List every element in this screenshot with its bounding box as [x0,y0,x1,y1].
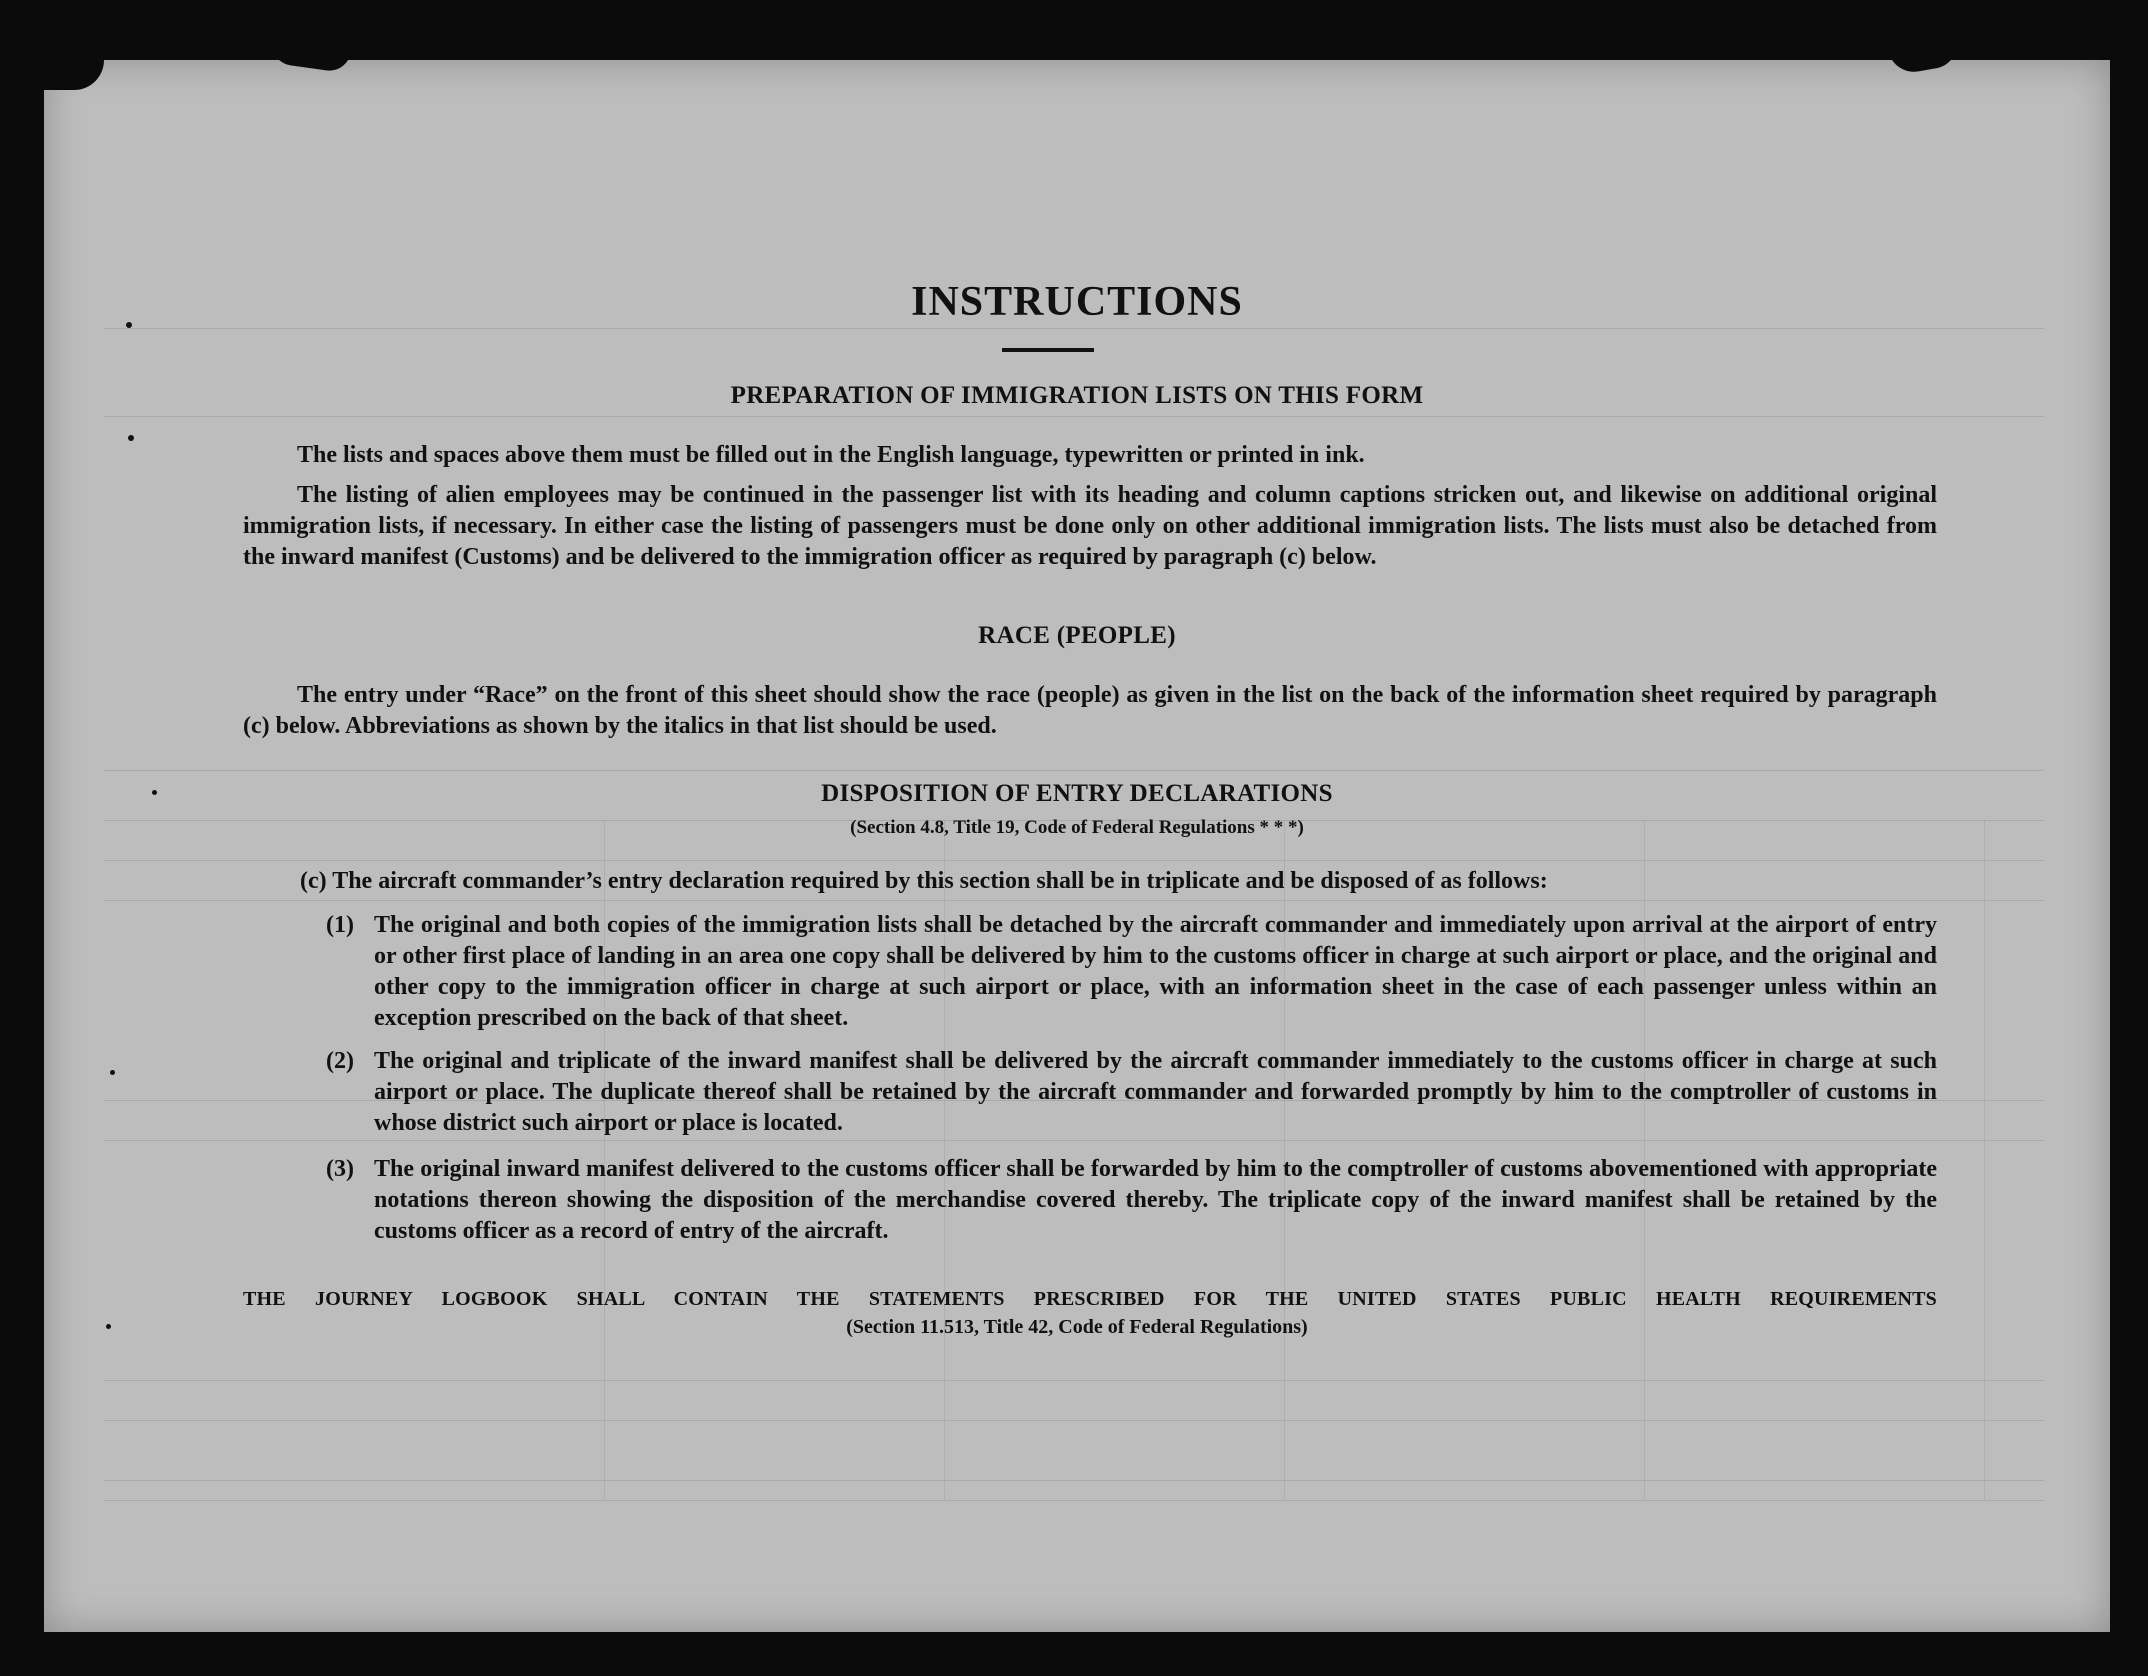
race-heading: RACE (PEOPLE) [978,622,1176,649]
page-title: INSTRUCTIONS [911,279,1243,325]
item-text: The original inward manifest delivered to the customs officer shall be forwarded by him to the comptroller of customs abovementioned with appropriate notations thereon showing the disposition of the merchandise covered thereby. The triplicate copy of the inward manifest shall be retained by the customs officer as a record of entry of the aircraft. [374,1156,1937,1244]
footer-citation: (Section 11.513, Title 42, Code of Federal Regulations) [846,1316,1308,1338]
speck-mark [106,1324,111,1329]
preparation-heading: PREPARATION OF IMMIGRATION LISTS ON THIS FORM [730,382,1424,409]
item-text: The original and both copies of the immigration lists shall be detached by the aircraft commander and immediately upon arrival at the airport of entry or other first place of landing in an area one copy shall be delivered by him to the customs officer in charge at such airport or place, and the original and other copy to the immigration officer in charge at such airport or place, with an information sheet in the case of each passenger unless within an exception prescribed on the back of that sheet. [374,912,1937,1031]
item-number: (3) [326,1156,354,1182]
preparation-paragraph-2: The listing of alien employees may be continued in the passenger list with its heading and column captions stricken out, and likewise on additional original immigration lists, if necessary. In either case the listing of passengers must be done only on other additional immigration lists. The lists must also be detached from the inward manifest (Customs) and be delivered to the immigration officer as required by paragraph (c) below. [243,482,1937,570]
speck-mark [126,322,132,328]
instructions-content [44,60,2110,1632]
footer-statement: THE JOURNEY LOGBOOK SHALL CONTAIN THE STATEMENTS PRESCRIBED FOR THE UNITED STATES PUBLIC HEALTH REQUIREMENTS [243,1288,1937,1310]
disposition-item-1 [326,910,1937,1034]
item-text: The original and triplicate of the inward manifest shall be delivered by the aircraft commander immediately to the customs officer in charge at such airport or place. The duplicate thereof shall be retained by the aircraft commander and forwarded promptly by him to the comptroller of customs in whose district such airport or place is located. [374,1048,1937,1136]
disposition-subheading: (Section 4.8, Title 19, Code of Federal Regulations * * *) [850,817,1304,838]
disposition-intro: (c) The aircraft commander’s entry declaration required by this section shall be in triplicate and be disposed of as follows: [300,868,1548,894]
title-underline [1002,348,1094,352]
speck-mark [152,790,157,795]
disposition-heading: DISPOSITION OF ENTRY DECLARATIONS [821,780,1333,807]
item-number: (2) [326,1048,354,1074]
item-number: (1) [326,912,354,938]
disposition-item-3 [326,1154,1937,1247]
speck-mark [110,1070,115,1075]
speck-mark [128,435,134,441]
race-paragraph: The entry under “Race” on the front of this sheet should show the race (people) as given in the list on the back of the information sheet required by paragraph (c) below. Abbreviations as shown by the italics in that list should be used. [243,682,1937,739]
paper-sheet [44,60,2110,1632]
preparation-paragraph-1: The lists and spaces above them must be filled out in the English language, typewritten or printed in ink. [297,442,1365,468]
disposition-item-2 [326,1046,1937,1139]
